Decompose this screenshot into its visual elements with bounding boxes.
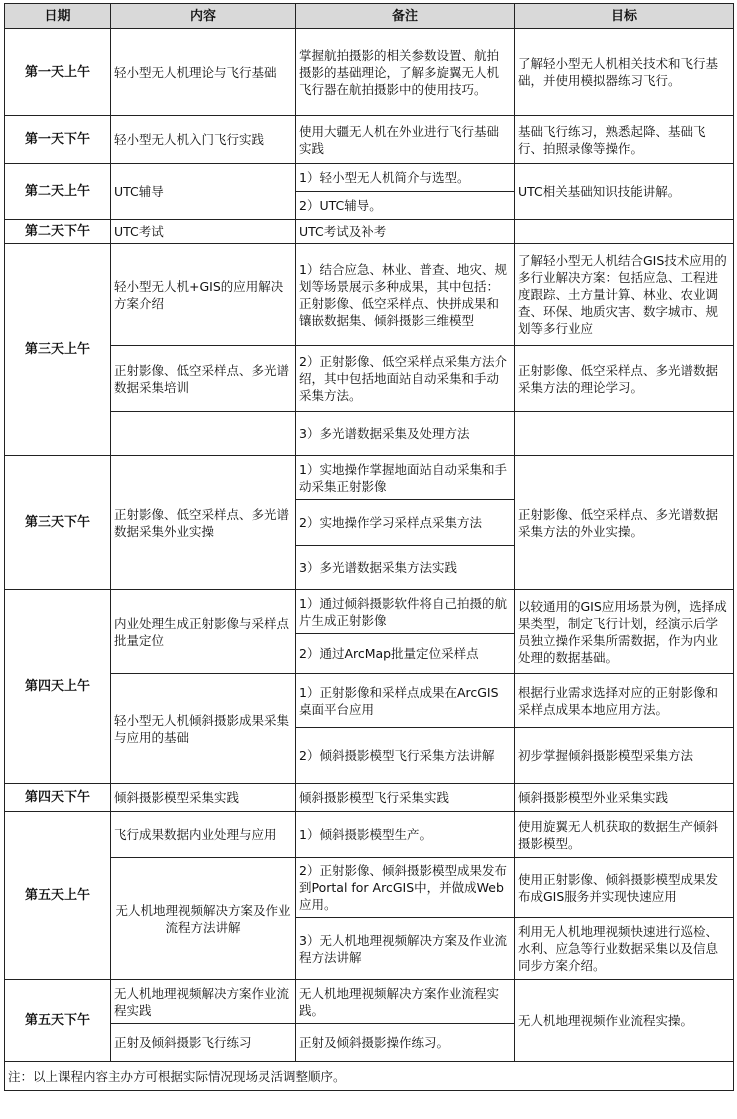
content-cell: 轻小型无人机理论与飞行基础 [111,29,296,116]
note-cell: 正射及倾斜摄影操作练习。 [296,1024,515,1062]
goal-cell: 使用旋翼无人机获取的数据生产倾斜摄影模型。 [515,812,734,858]
goal-cell: UTC相关基础知识技能讲解。 [515,164,734,220]
date-cell: 第一天下午 [5,116,111,164]
date-cell: 第五天下午 [5,980,111,1062]
course-schedule-table [4,3,734,1091]
table-row [5,980,734,1024]
note-cell: 2）正射影像、倾斜摄影模型成果发布到Portal for ArcGIS中，并做成Web应用。 [296,858,515,918]
goal-cell: 利用无人机地理视频快速进行巡检、水利、应急等行业数据采集以及信息同步方案介绍。 [515,918,734,980]
content-cell: 轻小型无人机入门飞行实践 [111,116,296,164]
goal-cell: 根据行业需求选择对应的正射影像和采样点成果本地应用方法。 [515,674,734,728]
content-cell: 飞行成果数据内业处理与应用 [111,812,296,858]
date-cell: 第四天下午 [5,784,111,812]
date-cell: 第三天下午 [5,456,111,590]
goal-cell: 倾斜摄影模型外业采集实践 [515,784,734,812]
header-note: 备注 [296,4,515,29]
header-goal: 目标 [515,4,734,29]
goal-cell [515,220,734,244]
date-cell: 第五天上午 [5,812,111,980]
table-row [5,456,734,500]
header-row [5,4,734,29]
content-cell: 正射及倾斜摄影飞行练习 [111,1024,296,1062]
content-cell: 无人机地理视频解决方案及作业流程方法讲解 [111,858,296,980]
note-cell: 2）倾斜摄影模型飞行采集方法讲解 [296,728,515,784]
table-row [5,346,734,412]
table-row [5,858,734,918]
note-cell: 1）实地操作掌握地面站自动采集和手动采集正射影像 [296,456,515,500]
note-cell: 2）正射影像、低空采样点采集方法介绍，其中包括地面站自动采集和手动采集方法。 [296,346,515,412]
content-cell: 轻小型无人机倾斜摄影成果采集与应用的基础 [111,674,296,784]
table-row [5,784,734,812]
content-cell [111,412,296,456]
footnote: 注：以上课程内容主办方可根据实际情况现场灵活调整顺序。 [5,1062,734,1091]
header-content: 内容 [111,4,296,29]
content-cell: 内业处理生成正射影像与采样点批量定位 [111,590,296,674]
content-cell: 无人机地理视频解决方案作业流程实践 [111,980,296,1024]
content-cell: UTC辅导 [111,164,296,220]
content-cell: UTC考试 [111,220,296,244]
goal-cell: 正射影像、低空采样点、多光谱数据采集方法的外业实操。 [515,456,734,590]
date-cell: 第二天下午 [5,220,111,244]
goal-cell: 以较通用的GIS应用场景为例，选择成果类型，制定飞行计划，经演示后学员独立操作采集所需数据，作为内业处理的数据基础。 [515,590,734,674]
goal-cell: 正射影像、低空采样点、多光谱数据采集方法的理论学习。 [515,346,734,412]
goal-cell: 无人机地理视频作业流程实操。 [515,980,734,1062]
content-cell: 轻小型无人机+GIS的应用解决方案介绍 [111,244,296,346]
content-cell: 正射影像、低空采样点、多光谱数据采集外业实操 [111,456,296,590]
table-row [5,674,734,728]
note-cell: 3）多光谱数据采集方法实践 [296,546,515,590]
note-cell: 1）正射影像和采样点成果在ArcGIS桌面平台应用 [296,674,515,728]
goal-cell: 了解轻小型无人机结合GIS技术应用的多行业解决方案：包括应急、工程进度跟踪、土方量计算、林业、农业调查、环保、地质灾害、数字城市、规划等多行业应 [515,244,734,346]
note-cell: UTC考试及补考 [296,220,515,244]
note-cell: 1）倾斜摄影模型生产。 [296,812,515,858]
note-cell: 2）UTC辅导。 [296,192,515,220]
date-cell: 第三天上午 [5,244,111,456]
note-cell: 1）结合应急、林业、普查、地灾、规划等场景展示多种成果，其中包括：正射影像、低空采样点、快拼成果和镶嵌数据集、倾斜摄影三维模型 [296,244,515,346]
note-cell: 1）轻小型无人机简介与选型。 [296,164,515,192]
note-cell: 2）通过ArcMap批量定位采样点 [296,634,515,674]
footnote-row [5,1062,734,1091]
content-cell: 倾斜摄影模型采集实践 [111,784,296,812]
goal-cell: 初步掌握倾斜摄影模型采集方法 [515,728,734,784]
note-cell: 无人机地理视频解决方案作业流程实践。 [296,980,515,1024]
note-cell: 倾斜摄影模型飞行采集实践 [296,784,515,812]
note-cell: 3）无人机地理视频解决方案及作业流程方法讲解 [296,918,515,980]
note-cell: 使用大疆无人机在外业进行飞行基础实践 [296,116,515,164]
date-cell: 第二天上午 [5,164,111,220]
note-cell: 1）通过倾斜摄影软件将自己拍摄的航片生成正射影像 [296,590,515,634]
date-cell: 第一天上午 [5,29,111,116]
table-row [5,590,734,634]
table-row [5,220,734,244]
note-cell: 掌握航拍摄影的相关参数设置、航拍摄影的基础理论，了解多旋翼无人机飞行器在航拍摄影中的使用技巧。 [296,29,515,116]
goal-cell [515,412,734,456]
table-row [5,244,734,346]
table-row [5,412,734,456]
note-cell: 2）实地操作学习采样点采集方法 [296,500,515,546]
table-row [5,164,734,192]
content-cell: 正射影像、低空采样点、多光谱数据采集培训 [111,346,296,412]
goal-cell: 基础飞行练习，熟悉起降、基础飞行、拍照录像等操作。 [515,116,734,164]
header-date: 日期 [5,4,111,29]
table-row [5,812,734,858]
goal-cell: 了解轻小型无人机相关技术和飞行基础，并使用模拟器练习飞行。 [515,29,734,116]
date-cell: 第四天上午 [5,590,111,784]
note-cell: 3）多光谱数据采集及处理方法 [296,412,515,456]
goal-cell: 使用正射影像、倾斜摄影模型成果发布成GIS服务并实现快速应用 [515,858,734,918]
table-row [5,29,734,116]
table-row [5,116,734,164]
